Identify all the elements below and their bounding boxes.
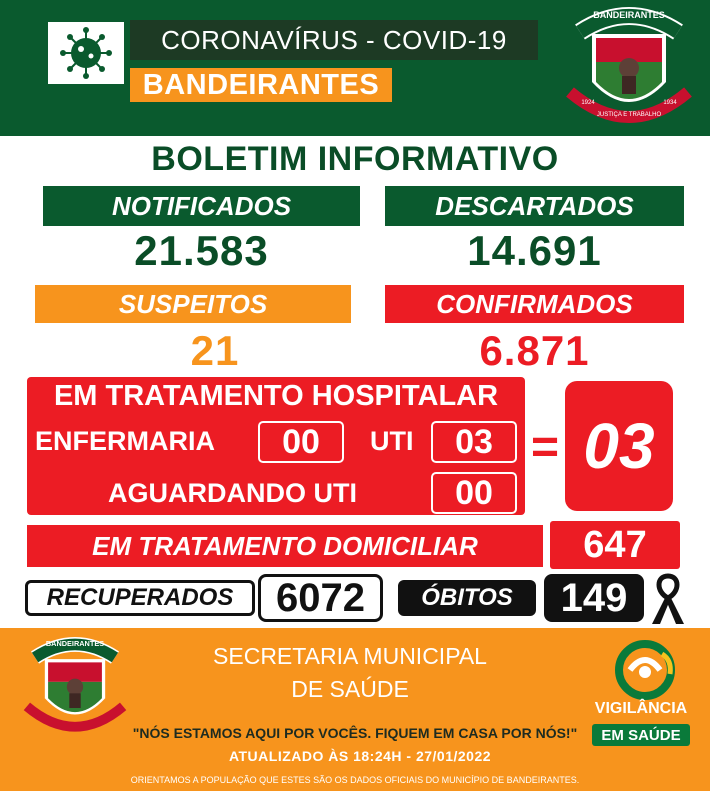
enfermaria-value: 00 xyxy=(258,421,344,463)
equals-sign: = xyxy=(531,421,560,474)
notificados-label: NOTIFICADOS xyxy=(43,186,360,226)
notificados-value: 21.583 xyxy=(134,227,269,274)
updated-timestamp: ATUALIZADO ÀS 18:24H - 27/01/2022 xyxy=(228,748,492,764)
descartados-value: 14.691 xyxy=(467,227,602,274)
secretaria-line2: DE SAÚDE xyxy=(291,676,409,702)
confirmados-label: CONFIRMADOS xyxy=(385,285,684,323)
secretaria-line1: SECRETARIA MUNICIPAL xyxy=(213,643,487,669)
em-saude-label: EM SAÚDE xyxy=(592,724,690,746)
city-crest-icon xyxy=(562,2,696,132)
vigilancia-label: VIGILÂNCIA xyxy=(594,700,688,717)
campaign-quote: "NÓS ESTAMOS AQUI POR VOCÊS. FIQUEM EM CASA POR NÓS!" xyxy=(132,725,578,741)
domiciliar-value: 647 xyxy=(550,521,680,569)
svg-text:1934: 1934 xyxy=(663,100,677,106)
obitos-value: 149 xyxy=(544,574,644,622)
virus-icon xyxy=(48,22,124,84)
confirmados-value: 6.871 xyxy=(479,327,590,374)
svg-text:BANDEIRANTES: BANDEIRANTES xyxy=(45,639,105,649)
hospital-total: 03 xyxy=(565,381,673,511)
recuperados-label: RECUPERADOS xyxy=(25,580,255,616)
uti-value: 03 xyxy=(431,421,517,463)
enfermaria-label: ENFERMARIA xyxy=(35,426,215,456)
svg-text:BANDEIRANTES: BANDEIRANTES xyxy=(593,10,665,20)
bulletin-title: BOLETIM INFORMATIVO xyxy=(151,140,559,178)
suspeitos-value: 21 xyxy=(190,327,240,374)
obitos-label: ÓBITOS xyxy=(398,580,536,616)
domiciliar-label: EM TRATAMENTO DOMICILIAR xyxy=(27,525,543,567)
suspeitos-label: SUSPEITOS xyxy=(35,285,351,323)
recuperados-value: 6072 xyxy=(258,574,383,622)
aguardando-uti-label: AGUARDANDO UTI xyxy=(108,478,357,508)
campaign-title: CORONAVÍRUS - COVID-19 xyxy=(130,20,538,60)
svg-text:JUSTIÇA E TRABALHO: JUSTIÇA E TRABALHO xyxy=(596,112,662,118)
disclaimer-text: ORIENTAMOS A POPULAÇÃO QUE ESTES SÃO OS DADOS OFICIAIS DO MUNICÍPIO DE BANDEIRANTES. xyxy=(130,775,580,785)
hospital-title: EM TRATAMENTO HOSPITALAR xyxy=(53,380,499,412)
svg-text:1924: 1924 xyxy=(581,100,595,106)
aguardando-uti-value: 00 xyxy=(431,472,517,514)
footer-city-crest-icon xyxy=(20,633,130,739)
uti-label: UTI xyxy=(370,426,414,456)
city-name: BANDEIRANTES xyxy=(130,68,392,102)
descartados-label: DESCARTADOS xyxy=(385,186,684,226)
secretaria-title xyxy=(150,640,550,706)
mourning-ribbon-icon xyxy=(648,572,688,628)
